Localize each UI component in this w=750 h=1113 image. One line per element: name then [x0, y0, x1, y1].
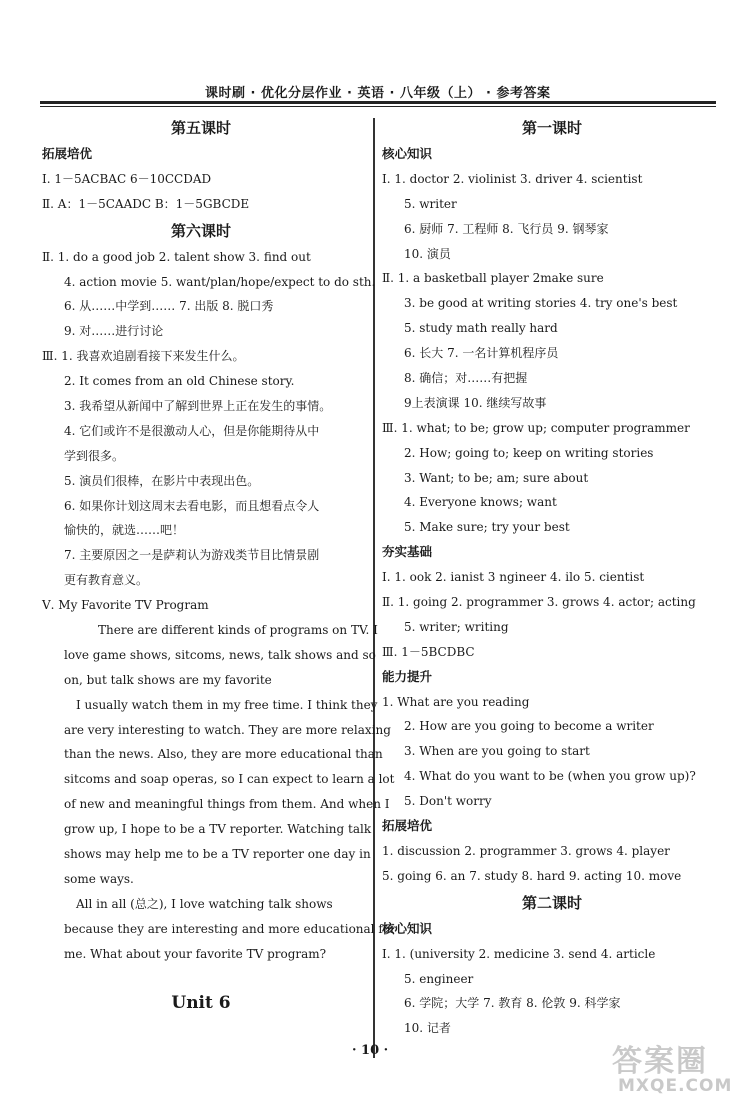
answer-line: Ⅰ. 1. doctor 2. violinist 3. driver 4. scientist	[382, 171, 643, 186]
answer-line: 7. 主要原因之一是萨莉认为游戏类节目比情景剧	[64, 548, 320, 563]
header-rule-thin	[40, 106, 716, 107]
answer-line: 4. 它们或许不是很激动人心，但是你能期待从中	[64, 423, 320, 438]
answer-line: Ⅲ. 1. what; to be; grow up; computer programmer	[382, 420, 690, 435]
answer-line: 5. 演员们很棒，在影片中表现出色。	[64, 473, 260, 488]
answer-line: 10. 记者	[404, 1021, 451, 1036]
answer-line: 6. 学院；大学 7. 教育 8. 伦敦 9. 科学家	[404, 996, 621, 1011]
answer-line: 5. writer	[404, 196, 457, 211]
answer-line: Ⅰ. 1－5ACBAC 6－10CCDAD	[42, 171, 212, 186]
answer-line: 愉快的，就选……吧！	[64, 523, 185, 538]
answer-line: Ⅲ. 1－5BCDBC	[382, 644, 475, 659]
answer-line: 5. Don't worry	[404, 794, 492, 809]
right-column	[382, 114, 722, 1041]
essay-line: because they are interesting and more educational for	[64, 921, 396, 936]
lesson-5-title: 第五课时	[170, 119, 231, 137]
running-header: 课时刷 · 优化分层作业 · 英语 · 八年级（上） · 参考答案	[205, 86, 551, 101]
essay-line: me. What about your favorite TV program?	[64, 946, 327, 961]
answer-line: 4. Everyone knows; want	[404, 495, 557, 510]
answer-line: Ⅱ. 1. a basketball player 2make sure	[382, 271, 604, 286]
answer-line: 5. going 6. an 7. study 8. hard 9. acting 10. move	[382, 868, 682, 883]
section-heading: 夯实基础	[382, 544, 433, 560]
answer-line: Ⅱ. 1. going 2. programmer 3. grows 4. actor; acting	[382, 595, 696, 610]
watermark-logo	[612, 1036, 740, 1106]
essay-line: shows may help me to be a TV reporter one day in	[64, 847, 371, 862]
page-number: · 10 ·	[352, 1043, 389, 1058]
essay-line: All in all (总之), I love watching talk shows	[76, 896, 333, 911]
header-rule-thick	[40, 101, 716, 104]
answer-line: 5. study math really hard	[404, 321, 558, 336]
lesson-1-title: 第一课时	[521, 119, 582, 137]
lesson-6-title: 第六课时	[170, 221, 231, 240]
answer-line: 6. 长大 7. 一名计算机程序员	[404, 346, 559, 361]
section-heading: 拓展培优	[382, 818, 433, 834]
answer-line: 3. Want; to be; am; sure about	[404, 470, 589, 485]
answer-line: 5. engineer	[404, 971, 474, 986]
answer-line: 2. How; going to; keep on writing stories	[404, 445, 654, 460]
answer-line: 5. Make sure; try your best	[404, 520, 570, 535]
lesson-2-title: 第二课时	[521, 893, 582, 912]
answer-line: 1. What are you reading	[382, 694, 530, 709]
answer-line: 6. 厨师 7. 工程师 8. 飞行员 9. 钢琴家	[404, 221, 609, 236]
answer-line: Ⅱ. A：1－5CAADC B：1－5GBCDE	[42, 196, 250, 211]
answer-line: 2. It comes from an old Chinese story.	[64, 374, 295, 389]
essay-line: are very interesting to watch. They are more relaxing	[64, 722, 391, 737]
answer-line: Ⅲ. 1. 我喜欢追剧看接下来发生什么。	[42, 349, 245, 364]
unit-title: Unit 6	[171, 992, 231, 1013]
essay-line: There are different kinds of programs on TV. I	[98, 623, 378, 638]
essay-line: some ways.	[64, 871, 134, 886]
answer-line: 8. 确信；对……有把握	[404, 371, 528, 386]
answer-line: 10. 演员	[404, 246, 451, 261]
answer-line: 9上表演课 10. 继续写故事	[404, 395, 547, 410]
answer-line: 更有教育意义。	[64, 573, 149, 588]
essay-line: sitcoms and soap operas, so I can expect to learn a lot	[64, 772, 395, 787]
essay-line: of new and meaningful things from them. And when I	[64, 797, 390, 812]
answer-line: 学到很多。	[64, 448, 125, 463]
essay-line: than the news. Also, they are more educational than	[64, 747, 383, 762]
section-heading: 拓展培优	[42, 146, 93, 161]
answer-line: 3. When are you going to start	[404, 744, 590, 759]
answer-line: 4. action movie 5. want/plan/hope/expect to do sth.	[64, 274, 376, 289]
answer-line: Ⅰ. 1. ook 2. ianist 3 ngineer 4. ilo 5. cientist	[382, 570, 645, 585]
answer-line: 5. writer; writing	[404, 619, 509, 634]
answer-line: Ⅰ. 1. (university 2. medicine 3. send 4. article	[382, 946, 656, 961]
answer-line: 4. What do you want to be (when you grow up)?	[404, 769, 696, 784]
answer-line: 3. be good at writing stories 4. try one's best	[404, 296, 678, 311]
answer-line: 1. discussion 2. programmer 3. grows 4. player	[382, 843, 670, 858]
answer-line: 6. 从……中学到…… 7. 出版 8. 脱口秀	[64, 299, 274, 314]
watermark-url: MXQE.COM	[618, 1076, 733, 1096]
answer-line: 2. How are you going to become a writer	[404, 719, 654, 734]
essay-line: love game shows, sitcoms, news, talk shows and so	[64, 647, 376, 662]
left-column	[42, 114, 396, 1013]
answer-line: 6. 如果你计划这周末去看电影，而且想看点令人	[64, 498, 320, 513]
watermark-text: 答案圈	[612, 1044, 708, 1079]
section-heading: 能力提升	[382, 668, 433, 684]
essay-title: Ⅴ. My Favorite TV Program	[42, 598, 209, 613]
section-heading: 核心知识	[382, 146, 433, 161]
essay-line: on, but talk shows are my favorite	[64, 672, 272, 687]
answer-line: 9. 对……进行讨论	[64, 324, 164, 339]
answer-line: Ⅱ. 1. do a good job 2. talent show 3. find out	[42, 249, 311, 264]
essay-line: grow up, I hope to be a TV reporter. Watching talk	[64, 822, 372, 837]
answer-line: 3. 我希望从新闻中了解到世界上正在发生的事情。	[64, 399, 332, 414]
section-heading: 核心知识	[382, 920, 433, 936]
essay-line: I usually watch them in my free time. I think they	[76, 697, 378, 712]
